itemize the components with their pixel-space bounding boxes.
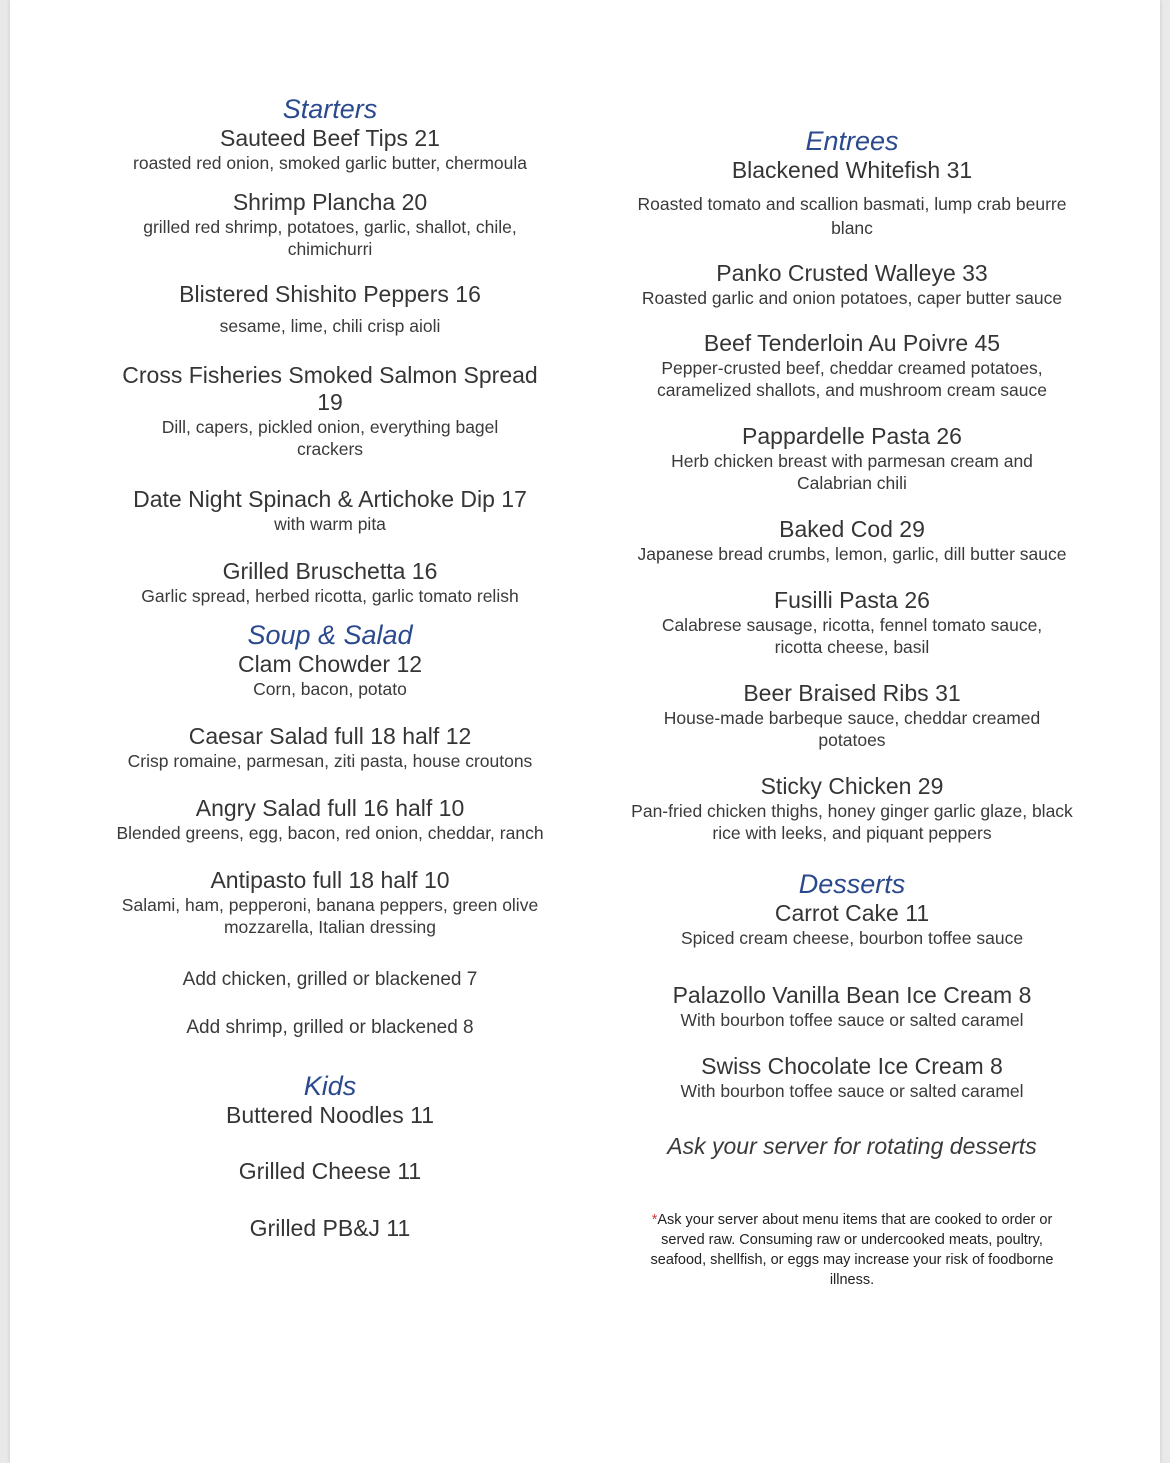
item-description: Pan-fried chicken thighs, honey ginger garlic glaze, black rice with leeks, and piquant peppers — [631, 801, 1073, 843]
menu-item — [105, 486, 555, 535]
addon-chicken: Add chicken, grilled or blackened 7 — [182, 969, 478, 990]
item-description: Dill, capers, pickled onion, everything bagel crackers — [161, 417, 499, 459]
menu-item — [622, 773, 1082, 844]
item-name: Date Night Spinach & Artichoke Dip 17 — [133, 486, 527, 512]
item-name: Swiss Chocolate Ice Cream 8 — [701, 1053, 1003, 1079]
menu-item — [105, 362, 555, 460]
item-name: Carrot Cake 11 — [774, 900, 930, 926]
item-description: Corn, bacon, potato — [253, 679, 407, 699]
menu-item — [622, 516, 1082, 565]
item-name: Pappardelle Pasta 26 — [742, 423, 962, 449]
item-description: Roasted tomato and scallion basmati, lump crab beurre blanc — [637, 194, 1067, 238]
menu-item — [105, 281, 555, 337]
menu-item — [622, 680, 1082, 751]
item-description: grilled red shrimp, potatoes, garlic, shallot, chile, chimichurri — [143, 217, 517, 259]
menu-item — [105, 723, 555, 772]
menu-item — [622, 157, 1082, 240]
soup-salad-heading: Soup & Salad — [247, 620, 413, 650]
right-column — [622, 125, 1082, 1290]
rotating-desserts-note: Ask your server for rotating desserts — [667, 1133, 1037, 1159]
item-name: Palazollo Vanilla Bean Ice Cream 8 — [672, 982, 1032, 1008]
menu-page — [10, 0, 1160, 1463]
item-name: Cross Fisheries Smoked Salmon Spread 19 — [122, 362, 538, 415]
item-description: Herb chicken breast with parmesan cream and Calabrian chili — [671, 451, 1033, 493]
item-name: Angry Salad full 16 half 10 — [195, 795, 465, 821]
item-description: with warm pita — [274, 514, 386, 534]
menu-item — [105, 558, 555, 607]
left-column — [105, 93, 555, 1242]
item-description: Pepper-crusted beef, cheddar creamed potatoes, caramelized shallots, and mushroom cream sauce — [656, 358, 1048, 400]
item-name: Panko Crusted Walleye 33 — [716, 260, 988, 286]
disclaimer-marker: * — [651, 1212, 658, 1228]
item-description: sesame, lime, chili crisp aioli — [219, 316, 441, 336]
item-description: Calabrese sausage, ricotta, fennel tomato sauce, ricotta cheese, basil — [661, 615, 1043, 657]
menu-item — [105, 189, 555, 260]
item-description: Roasted garlic and onion potatoes, caper butter sauce — [641, 288, 1063, 308]
item-description: Spiced cream cheese, bourbon toffee sauce — [680, 928, 1024, 948]
item-name: Grilled Bruschetta 16 — [222, 558, 438, 584]
kids-heading: Kids — [303, 1071, 357, 1101]
item-description: House-made barbeque sauce, cheddar creamed potatoes — [663, 708, 1041, 750]
item-name: Fusilli Pasta 26 — [774, 587, 930, 613]
item-description: With bourbon toffee sauce or salted caramel — [680, 1081, 1024, 1101]
menu-item — [105, 125, 555, 174]
item-name: Clam Chowder 12 — [237, 651, 423, 677]
item-description: Blended greens, egg, bacon, red onion, cheddar, ranch — [116, 823, 544, 843]
food-safety-disclaimer — [632, 1210, 1072, 1290]
disclaimer-text: Ask your server about menu items that are cooked to order or served raw. Consuming raw or undercooked meats, poultry, seafood, shellfish, or eggs may increase your risk of foodborne illness. — [650, 1212, 1054, 1288]
menu-item — [622, 587, 1082, 658]
item-name: Beef Tenderloin Au Poivre 45 — [703, 330, 1001, 356]
item-name: Sticky Chicken 29 — [760, 773, 944, 799]
item-name: Caesar Salad full 18 half 12 — [188, 723, 472, 749]
menu-item — [105, 867, 555, 938]
item-name: Blistered Shishito Peppers 16 — [179, 281, 481, 307]
item-description: Crisp romaine, parmesan, ziti pasta, house croutons — [127, 751, 533, 771]
menu-item — [105, 651, 555, 700]
menu-item — [622, 982, 1082, 1031]
item-description: With bourbon toffee sauce or salted caramel — [680, 1010, 1024, 1030]
kids-item: Grilled Cheese 11 — [238, 1158, 422, 1184]
item-description: Japanese bread crumbs, lemon, garlic, dill butter sauce — [637, 544, 1067, 564]
menu-item — [622, 330, 1082, 401]
item-description: roasted red onion, smoked garlic butter, chermoula — [133, 153, 527, 173]
menu-item — [622, 423, 1082, 494]
menu-item — [622, 1053, 1082, 1102]
item-name: Shrimp Plancha 20 — [232, 189, 428, 215]
entrees-heading: Entrees — [805, 126, 899, 156]
starters-heading: Starters — [282, 94, 378, 124]
kids-item: Grilled PB&J 11 — [249, 1215, 411, 1241]
addon-shrimp: Add shrimp, grilled or blackened 8 — [186, 1017, 474, 1038]
desserts-heading: Desserts — [798, 869, 906, 899]
item-description: Garlic spread, herbed ricotta, garlic tomato relish — [141, 586, 519, 606]
item-name: Antipasto full 18 half 10 — [210, 867, 450, 893]
kids-item: Buttered Noodles 11 — [226, 1102, 434, 1128]
menu-item — [622, 900, 1082, 949]
item-name: Sauteed Beef Tips 21 — [220, 125, 440, 151]
menu-item — [622, 260, 1082, 309]
item-name: Blackened Whitefish 31 — [731, 157, 973, 183]
item-name: Baked Cod 29 — [779, 516, 925, 542]
menu-item — [105, 795, 555, 844]
item-name: Beer Braised Ribs 31 — [743, 680, 961, 706]
item-description: Salami, ham, pepperoni, banana peppers, green olive mozzarella, Italian dressing — [121, 895, 539, 937]
